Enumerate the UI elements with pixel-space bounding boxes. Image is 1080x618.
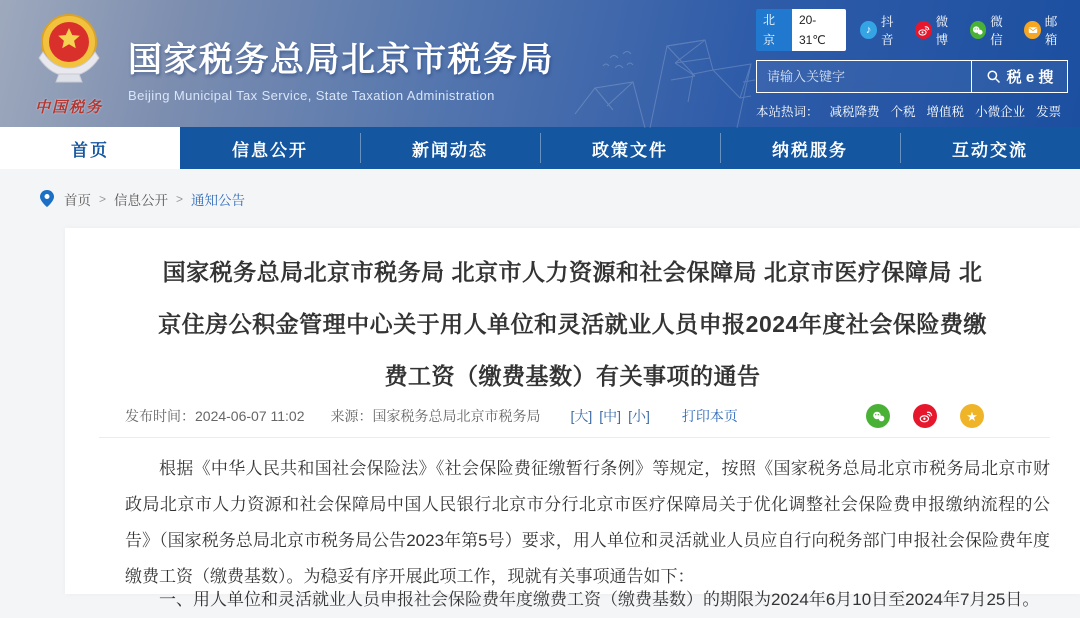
breadcrumb-info-disclosure[interactable]: 信息公开 [114, 192, 169, 208]
nav-tab-interaction[interactable]: 互动交流 [900, 127, 1080, 169]
breadcrumb-separator: > [99, 191, 107, 206]
douyin-icon: ♪ [860, 21, 877, 39]
article-meta [65, 404, 1080, 428]
site-name-english: Beijing Municipal Tax Service, State Taxation Administration [128, 88, 495, 103]
nav-tab-home[interactable]: 首页 [0, 127, 180, 169]
nav-tab-tax-services[interactable]: 纳税服务 [720, 127, 900, 169]
search-bar [756, 60, 1068, 93]
hotword-link[interactable]: 减税降费 [829, 105, 880, 119]
hotwords-row [756, 102, 1068, 120]
search-button[interactable]: 税 e 搜 [971, 61, 1067, 92]
wechat-share-icon [871, 409, 886, 424]
nav-tab-info-disclosure[interactable]: 信息公开 [232, 140, 308, 160]
hotword-link[interactable]: 增值税 [926, 105, 965, 119]
social-link-douyin[interactable]: ♪ 抖音 [860, 12, 904, 48]
font-size-large-button[interactable]: [大] [570, 408, 593, 424]
share-weibo-button[interactable] [913, 404, 937, 428]
hotword-link[interactable]: 小微企业 [975, 105, 1026, 119]
font-size-controls [571, 406, 650, 426]
main-nav [0, 127, 1080, 169]
weather-city: 北京 [756, 9, 792, 51]
share-wechat-button[interactable] [866, 404, 890, 428]
print-page-button[interactable]: 打印本页 [681, 408, 738, 424]
weather-temp: 20-31℃ [792, 9, 846, 51]
header-topbar [756, 9, 1068, 51]
main-content [0, 169, 1080, 609]
breadcrumb-notices[interactable]: 通知公告 [191, 192, 246, 208]
site-header [0, 0, 1080, 127]
font-size-medium-button[interactable]: [中] [599, 408, 622, 424]
article-title: 国家税务总局北京市税务局 北京市人力资源和社会保障局 北京市医疗保障局 北 京住房公积金管理中心关于用人单位和灵活就业人员申报2024年度社会保险费缴 费工资（缴费基数）有关事项的通告 [158, 259, 987, 389]
social-link-weibo[interactable]: 微博 [915, 12, 959, 48]
nav-tab-news[interactable]: 新闻动态 [360, 127, 540, 169]
article-paragraph: 根据《中华人民共和国社会保险法》《社会保险费征缴暂行条例》等规定，按照《国家税务总局北京市税务局北京市财政局北京市人力资源和社会保障局中国人民银行北京市分行北京市医疗保障局关于优化调整社会保险费申报缴纳流程的公告》（国家税务总局北京市税务局公告2023年第5号）要求，用人单位和灵活就业人员应自行向税务部门申报社会保险费年度缴费工资（缴费基数）。为稳妥有序开展此项工作，现就有关事项通告如下： [125, 459, 1050, 586]
hotword-link[interactable]: 发票 [1036, 105, 1062, 119]
breadcrumb [0, 169, 1080, 228]
article-source: 来源：国家税务总局北京市税务局 [330, 408, 541, 424]
share-qzone-button[interactable] [960, 404, 984, 428]
breadcrumb-separator: > [176, 191, 184, 206]
site-logo[interactable] [26, 8, 554, 117]
hotword-link[interactable]: 个税 [890, 105, 916, 119]
location-pin-icon [40, 190, 54, 207]
weather-widget [756, 9, 846, 51]
social-link-mail[interactable]: 邮箱 [1024, 12, 1068, 48]
share-buttons [866, 404, 984, 428]
weibo-icon [915, 21, 932, 39]
article-card [65, 228, 1080, 609]
search-icon [986, 69, 1001, 84]
hotwords-label: 本站热词： [756, 105, 819, 119]
article-paragraph-partial: 一、用人单位和灵活就业人员申报社会保险费年度缴费工资（缴费基数）的期限为2024年6月10日至2024年7月25日。 [159, 590, 1040, 609]
tax-emblem-icon [29, 8, 109, 90]
site-name: 国家税务总局北京市税务局 [128, 41, 554, 79]
wechat-icon [970, 21, 987, 39]
social-link-wechat[interactable]: 微信 [970, 12, 1014, 48]
article-body [65, 438, 1080, 618]
emblem-caption: 中国税务 [34, 99, 103, 116]
search-input[interactable] [757, 61, 971, 92]
mail-icon [1024, 21, 1041, 39]
publish-time: 发布时间：2024-06-07 11:02 [125, 408, 305, 424]
font-size-small-button[interactable]: [小] [628, 408, 650, 424]
nav-tab-policy-documents[interactable]: 政策文件 [540, 127, 720, 169]
weibo-share-icon [918, 409, 933, 424]
star-icon: ★ [966, 408, 978, 424]
breadcrumb-home[interactable]: 首页 [64, 192, 91, 208]
